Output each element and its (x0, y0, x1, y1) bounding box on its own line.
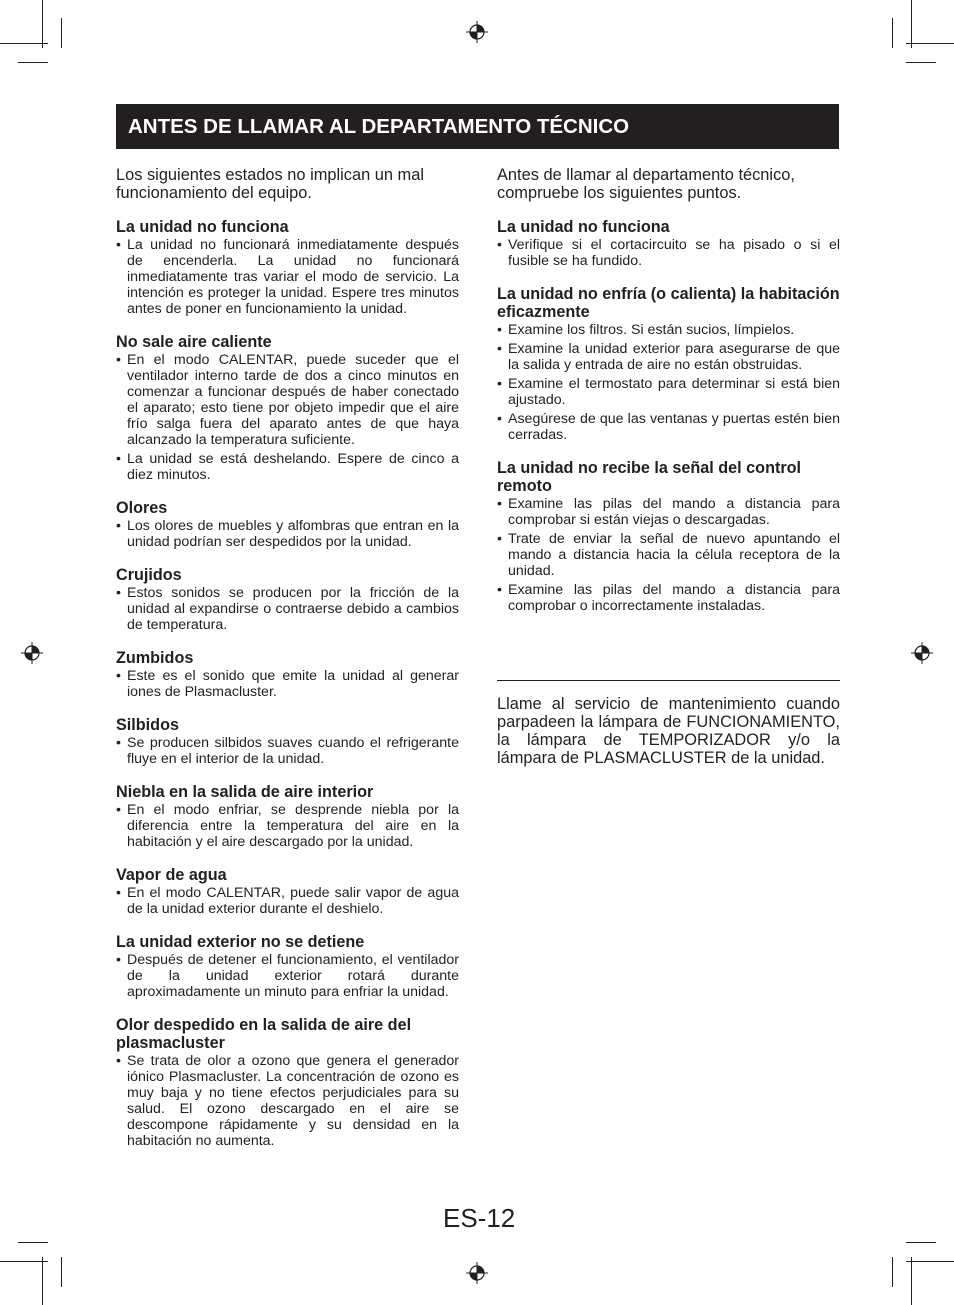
section-heading: La unidad no funciona (116, 218, 289, 236)
bullet-item (497, 341, 840, 373)
bullet-text: La unidad no funcionará inmediatamente después de encenderla. La unidad no funcionará inmediatamente tras variar el modo de servicio. La intención es proteger la unidad. Espere tres minutos antes de poner en funcionamiento la unidad. (127, 237, 459, 317)
bullet-text: Examine la unidad exterior para asegurarse de que la salida y entrada de aire no están obstruidas. (508, 341, 840, 373)
troubleshoot-section (116, 783, 459, 850)
bullet-item (497, 496, 840, 528)
troubleshoot-section (116, 716, 459, 767)
bullet-list (116, 1053, 459, 1149)
bullet-text: La unidad se está deshelando. Espere de cinco a diez minutos. (127, 451, 459, 483)
bullet-list (116, 585, 459, 633)
troubleshoot-section (116, 933, 459, 1000)
bullet-item (116, 802, 459, 850)
bullet-item (497, 531, 840, 579)
bullet-text: En el modo enfriar, se desprende niebla por la diferencia entre la temperatura del aire en la habitación y el aire descargado por la unidad. (127, 802, 459, 850)
registration-mark-icon (21, 642, 43, 664)
troubleshoot-section (116, 649, 459, 700)
left-intro: Los siguientes estados no implican un mal funcionamiento del equipo. (116, 166, 424, 202)
bullet-list (116, 352, 459, 483)
section-heading: Crujidos (116, 566, 182, 584)
troubleshoot-section (116, 499, 459, 550)
bullet-list (497, 322, 840, 443)
bullet-text: Este es el sonido que emite la unidad al generar iones de Plasmacluster. (127, 668, 459, 700)
section-heading: Niebla en la salida de aire interior (116, 783, 374, 801)
section-heading: La unidad no recibe la señal del control remoto (497, 459, 802, 495)
bullet-list (497, 496, 840, 614)
divider (497, 680, 840, 681)
registration-mark-icon (466, 21, 488, 43)
left-sections (116, 218, 459, 1149)
bullet-text: Los olores de muebles y alfombras que entran en la unidad podrían ser despedidos por la unidad. (127, 518, 459, 550)
bullet-text: Examine las pilas del mando a distancia para comprobar si están viejas o descargadas. (508, 496, 840, 528)
bullet-text: Trate de enviar la señal de nuevo apuntando el mando a distancia hacia la célula receptora de la unidad. (508, 531, 840, 579)
bullet-text: Examine los filtros. Si están sucios, límpielos. (508, 322, 795, 338)
bullet-text: En el modo CALENTAR, puede salir vapor de agua de la unidad exterior durante el deshielo. (127, 885, 459, 917)
bullet-list (116, 668, 459, 700)
bullet-item (116, 952, 459, 1000)
bullet-text: Examine el termostato para determinar si está bien ajustado. (508, 376, 840, 408)
bullet-list (116, 802, 459, 850)
section-heading: La unidad exterior no se detiene (116, 933, 365, 951)
section-heading: Zumbidos (116, 649, 194, 667)
bullet-text: Estos sonidos se producen por la fricción de la unidad al expandirse o contraerse debido a cambios de temperatura. (127, 585, 459, 633)
service-note: Llame al servicio de mantenimiento cuando parpadeen la lámpara de FUNCIONAMIENTO, la lámpara de TEMPORIZADOR y/o la lámpara de PLASMACLUSTER de la unidad. (497, 695, 840, 767)
bullet-text: Verifique si el cortacircuito se ha pisado o si el fusible se ha fundido. (508, 237, 840, 269)
troubleshoot-section (497, 459, 840, 614)
section-heading: Olores (116, 499, 168, 517)
bullet-list (116, 885, 459, 917)
bullet-item (497, 582, 840, 614)
troubleshoot-section (116, 218, 459, 317)
section-heading: No sale aire caliente (116, 333, 272, 351)
bullet-text: Se producen silbidos suaves cuando el refrigerante fluye en el interior de la unidad. (127, 735, 459, 767)
troubleshoot-section (116, 333, 459, 483)
bullet-item (116, 885, 459, 917)
left-column (116, 166, 459, 1152)
page-title: ANTES DE LLAMAR AL DEPARTAMENTO TÉCNICO (116, 104, 839, 149)
section-heading: Silbidos (116, 716, 179, 734)
bullet-text: Después de detener el funcionamiento, el ventilador de la unidad exterior rotará durante aproximadamente un minuto para enfriar la unidad. (127, 952, 459, 1000)
right-intro: Antes de llamar al departamento técnico, compruebe los siguientes puntos. (497, 166, 795, 202)
troubleshoot-section (497, 218, 840, 269)
bullet-item (116, 1053, 459, 1149)
bullet-item (116, 668, 459, 700)
troubleshoot-section (116, 866, 459, 917)
troubleshoot-section (116, 1016, 459, 1149)
right-sections (497, 218, 840, 614)
section-heading: Vapor de agua (116, 866, 227, 884)
bullet-item (116, 585, 459, 633)
page-number: ES-12 (443, 1203, 516, 1233)
bullet-list (116, 735, 459, 767)
bullet-item (116, 237, 459, 317)
bullet-text: Examine las pilas del mando a distancia para comprobar o incorrectamente instaladas. (508, 582, 840, 614)
section-heading: La unidad no enfría (o calienta) la habitación eficazmente (497, 285, 840, 321)
registration-mark-icon (466, 1262, 488, 1284)
right-column (497, 166, 840, 617)
bullet-list (116, 518, 459, 550)
troubleshoot-section (497, 285, 840, 443)
registration-mark-icon (911, 642, 933, 664)
section-heading: Olor despedido en la salida de aire del plasmacluster (116, 1016, 412, 1052)
bullet-list (116, 237, 459, 317)
section-heading: La unidad no funciona (497, 218, 670, 236)
bullet-item (497, 376, 840, 408)
bullet-item (116, 518, 459, 550)
bullet-item (116, 451, 459, 483)
bullet-item (116, 735, 459, 767)
bullet-item (497, 322, 840, 338)
bullet-text: Se trata de olor a ozono que genera el generador iónico Plasmacluster. La concentración de ozono es muy baja y no tiene efectos perjudiciales para su salud. El ozono descargado en el aire se descompone rápidamente y su densidad en la habitación no aumenta. (127, 1053, 459, 1149)
bullet-item (497, 237, 840, 269)
bullet-item (497, 411, 840, 443)
bullet-list (497, 237, 840, 269)
bullet-item (116, 352, 459, 448)
bullet-text: En el modo CALENTAR, puede suceder que el ventilador interno tarde de dos a cinco minutos en comenzar a funcionar después de haber conectado el aparato; esto tiene por objeto impedir que el aire frío salga fuera del aparato antes de que haya alcanzado la temperatura suficiente. (127, 352, 459, 448)
bullet-list (116, 952, 459, 1000)
bullet-text: Asegúrese de que las ventanas y puertas estén bien cerradas. (508, 411, 840, 443)
troubleshoot-section (116, 566, 459, 633)
